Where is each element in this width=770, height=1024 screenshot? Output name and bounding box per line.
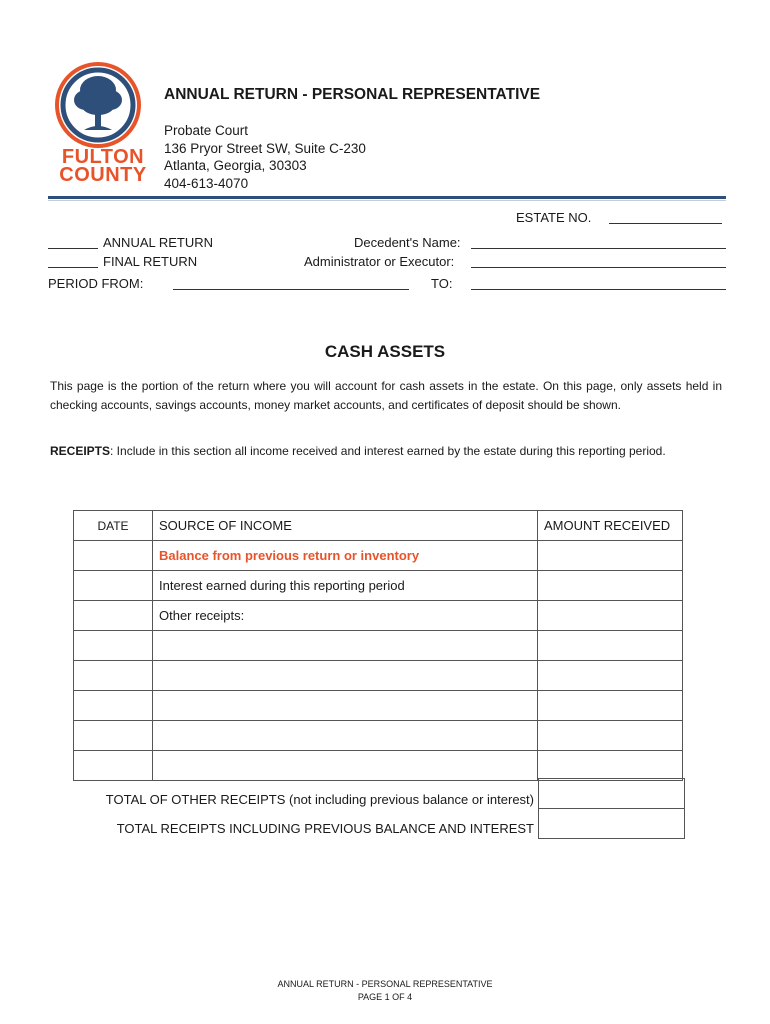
total-receipts-label: TOTAL RECEIPTS INCLUDING PREVIOUS BALANCE AND INTEREST	[116, 821, 534, 836]
page-footer	[0, 978, 770, 1004]
header-divider-shadow	[48, 200, 726, 201]
address-line: Atlanta, Georgia, 30303	[164, 158, 307, 173]
table-row	[74, 751, 683, 781]
amount-cell[interactable]	[538, 631, 683, 661]
total-other-receipts-label: TOTAL OF OTHER RECEIPTS (not including previous balance or interest)	[105, 792, 534, 807]
address-line: Probate Court	[164, 123, 249, 138]
administrator-label: Administrator or Executor:	[304, 254, 455, 269]
source-cell[interactable]	[153, 691, 538, 721]
period-to-label: TO:	[431, 276, 453, 291]
period-from-label: PERIOD FROM:	[48, 276, 144, 291]
period-from-field[interactable]	[173, 289, 409, 290]
court-address	[164, 122, 366, 192]
amount-cell[interactable]	[538, 601, 683, 631]
decedent-name-field[interactable]	[471, 248, 726, 249]
source-cell[interactable]	[153, 631, 538, 661]
section-heading: CASH ASSETS	[324, 342, 446, 361]
header-divider	[48, 196, 726, 199]
date-cell[interactable]	[74, 661, 153, 691]
annual-return-label: ANNUAL RETURN	[103, 235, 214, 250]
date-cell[interactable]	[74, 751, 153, 781]
table-row	[74, 541, 683, 571]
footer-title: ANNUAL RETURN - PERSONAL REPRESENTATIVE	[277, 979, 493, 989]
date-cell[interactable]	[74, 721, 153, 751]
receipts-label: RECEIPTS	[50, 444, 111, 458]
form-title: ANNUAL RETURN - PERSONAL REPRESENTATIVE	[164, 86, 541, 103]
column-header-date: DATE	[74, 511, 153, 541]
source-cell[interactable]	[153, 661, 538, 691]
period-to-field[interactable]	[471, 289, 726, 290]
footer-page-number: PAGE 1 OF 4	[357, 992, 413, 1002]
estate-no-field[interactable]	[609, 223, 722, 224]
source-cell: Other receipts:	[153, 601, 538, 631]
administrator-field[interactable]	[471, 267, 726, 268]
source-cell: Balance from previous return or inventory	[153, 541, 538, 571]
date-cell[interactable]	[74, 541, 153, 571]
table-row	[74, 601, 683, 631]
amount-cell[interactable]	[538, 721, 683, 751]
amount-cell[interactable]	[538, 661, 683, 691]
final-return-check[interactable]	[48, 267, 98, 268]
column-header-source: SOURCE OF INCOME	[153, 511, 538, 541]
address-line: 136 Pryor Street SW, Suite C-230	[164, 140, 366, 156]
annual-return-check[interactable]	[48, 248, 98, 249]
date-cell[interactable]	[74, 601, 153, 631]
decedent-name-label: Decedent's Name:	[354, 235, 461, 250]
logo-wordmark	[58, 148, 148, 184]
date-cell[interactable]	[74, 691, 153, 721]
final-return-label: FINAL RETURN	[103, 254, 198, 269]
date-cell[interactable]	[74, 571, 153, 601]
table-row	[74, 721, 683, 751]
total-receipts-field[interactable]	[538, 808, 685, 839]
receipts-instructions	[50, 444, 740, 458]
receipts-text: : Include in this section all income received and interest earned by the estate during this reporting period.	[110, 444, 666, 458]
table-row	[74, 571, 683, 601]
address-line: 404-613-4070	[164, 175, 249, 191]
date-cell[interactable]	[74, 631, 153, 661]
source-cell: Interest earned during this reporting period	[153, 571, 538, 601]
table-row	[74, 691, 683, 721]
estate-no-label: ESTATE NO.	[516, 210, 592, 225]
source-cell[interactable]	[153, 721, 538, 751]
amount-cell[interactable]	[538, 541, 683, 571]
table-row	[74, 631, 683, 661]
source-cell[interactable]	[153, 751, 538, 781]
amount-cell[interactable]	[538, 751, 683, 781]
column-header-amount: AMOUNT RECEIVED	[538, 511, 683, 541]
table-header-row	[74, 511, 683, 541]
table-row	[74, 661, 683, 691]
receipts-table	[73, 510, 683, 781]
amount-cell[interactable]	[538, 691, 683, 721]
total-other-receipts-field[interactable]	[538, 778, 685, 809]
logo-text-county: COUNTY	[59, 164, 147, 186]
amount-cell[interactable]	[538, 571, 683, 601]
intro-paragraph: This page is the portion of the return where you will account for cash assets in the estate. On this page, only assets held in checking accounts, savings accounts, money market accounts, and certificates of deposit should be shown.	[50, 379, 722, 412]
logo-text-fulton: FULTON	[61, 146, 145, 168]
